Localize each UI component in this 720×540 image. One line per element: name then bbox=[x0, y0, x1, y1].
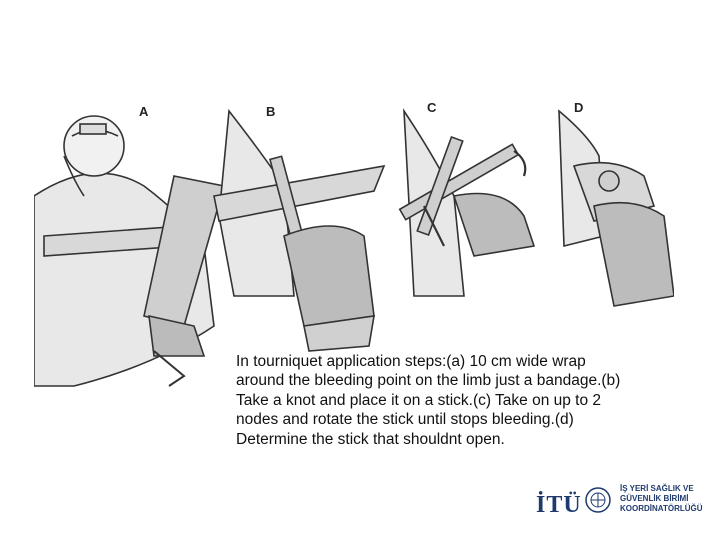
panel-label-a: A bbox=[139, 104, 149, 119]
unit-line: KOORDİNATÖRLÜĞÜ bbox=[620, 504, 703, 513]
caption-line: around the bleeding point on the limb just a bandage.(b) bbox=[236, 372, 621, 390]
unit-line: GÜVENLİK BİRİMİ bbox=[620, 494, 689, 503]
tourniquet-illustration bbox=[34, 96, 674, 396]
caption-line: Determine the stick that shouldnt open. bbox=[236, 430, 505, 448]
panel-a bbox=[34, 116, 224, 386]
panel-b bbox=[214, 111, 384, 351]
caption-line: In tourniquet application steps:(a) 10 cm wide wrap bbox=[236, 353, 586, 370]
caption-line: Take a knot and place it on a stick.(c) Take on up to 2 bbox=[236, 391, 602, 409]
caption-line: nodes and rotate the stick until stops bleeding.(d) bbox=[236, 411, 574, 429]
panel-label-d: D bbox=[574, 100, 584, 115]
unit-line: İŞ YERİ SAĞLIK VE bbox=[620, 484, 694, 493]
panel-label-b: B bbox=[266, 104, 276, 119]
caption bbox=[236, 352, 676, 449]
panel-d bbox=[559, 111, 674, 306]
itu-logo-text: İTÜ bbox=[536, 492, 582, 518]
unit-name bbox=[620, 484, 703, 514]
panel-c bbox=[400, 111, 534, 296]
panel-label-c: C bbox=[427, 100, 437, 115]
itu-logo bbox=[536, 478, 716, 528]
university-seal-icon bbox=[584, 482, 612, 518]
